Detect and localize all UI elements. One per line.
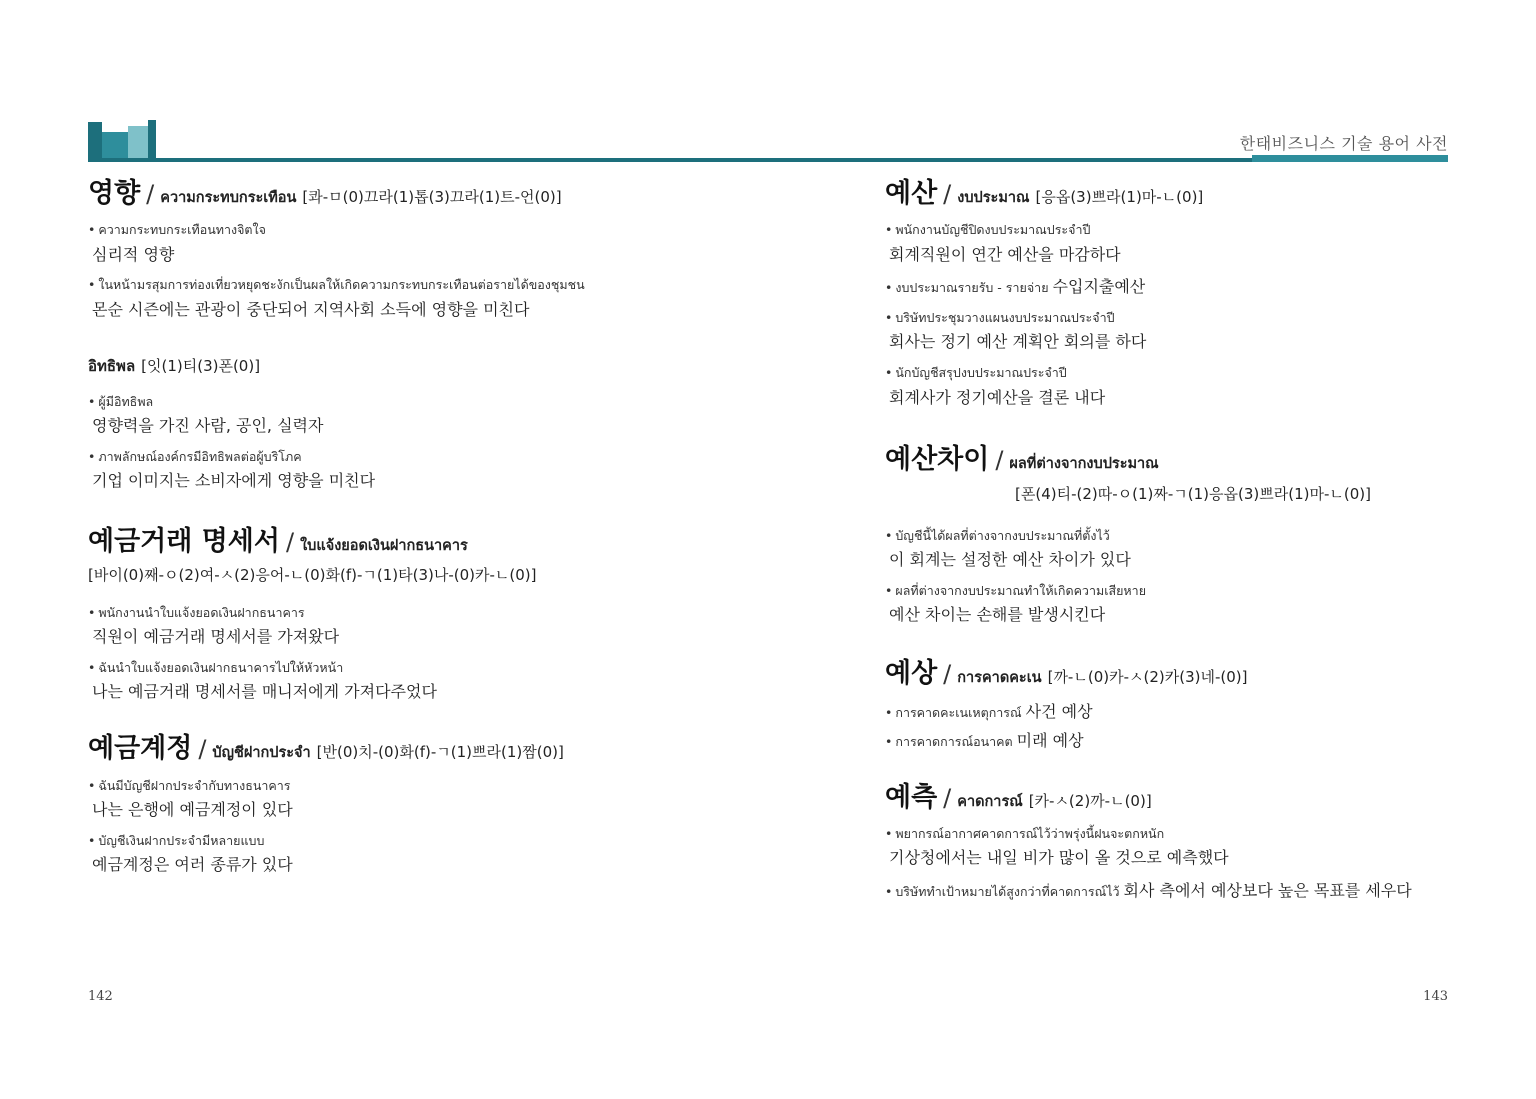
example-korean: 사건 예상	[1025, 702, 1093, 722]
right-column	[885, 178, 1455, 902]
sub-headword: อิทธิพล	[88, 357, 136, 376]
example: • ภาพลักษณ์องค์กรมีอิทธิพลต่อผู้บริโภค 기업 이미지는 소비자에게 영향을 미친다	[88, 449, 768, 492]
headword: 예금거래 명세서	[88, 525, 280, 557]
example-korean: 나는 예금거래 명세서를 매니저에게 가져다주었다	[92, 682, 437, 702]
entry-yecheuk: 예측 / คาดการณ์ [카-ㅅ(2)까-ㄴ(0)] • พยากรณ์อากาศคาดการณ์ไว้ว่าพรุ่งนี้ฝนจะตกหนัก 기상청에서는 내일 비가 많이 올 것으로 예측했다 • บริษัททำเป้าหมายได้สูงกว่าที่คาดการณ์ไว้ 회사 측에서 예상보다 높은 목표를 세우다	[885, 782, 1455, 902]
pronunciation: [잇(1)티(3)폰(0)]	[141, 357, 261, 376]
example-thai: การคาดคะเนเหตุการณ์	[895, 705, 1022, 721]
headword: 영향	[88, 178, 141, 209]
example-thai: บริษัทประชุมวางแผนงบประมาณประจำปี	[895, 310, 1115, 326]
pronunciation: [폰(4)티-(2)따-ㅇ(1)짜-ㄱ(1)응옵(3)쁘라(1)마-ㄴ(0)]	[1015, 484, 1371, 503]
example-korean: 회사는 정기 예산 계획안 회의를 하다	[889, 332, 1147, 352]
example-korean: 수입지출예산	[1052, 277, 1146, 297]
thai-term: ผลที่ต่างจากงบประมาณ	[1009, 456, 1159, 473]
thai-term: บัญชีฝากประจำ	[212, 745, 311, 762]
pronunciation: [바이(0)째-ㅇ(2)여-ㅅ(2)응어-ㄴ(0)화(f)-ㄱ(1)타(3)나-(0)카-ㄴ(0)]	[88, 566, 537, 585]
example-korean: 회계사가 정기예산을 결론 내다	[889, 387, 1106, 407]
example-thai: ผู้มีอิทธิพล	[98, 393, 154, 409]
thai-term: ใบแจ้งยอดเงินฝากธนาคาร	[300, 537, 468, 554]
page-number-left: 142	[88, 989, 113, 1004]
example-korean: 회사 측에서 예상보다 높은 목표를 세우다	[1123, 881, 1412, 901]
example: • บัญชีนี้ได้ผลที่ต่างจากงบประมาณที่ตั้งไว้ 이 회계는 설정한 예산 차이가 있다	[885, 528, 1455, 571]
thai-term: ความกระทบกระเทือน	[160, 190, 297, 206]
entry-yesang: 예상 / การคาดคะเน [까-ㄴ(0)카-ㅅ(2)카(3)네-(0)] • การคาดคะเนเหตุการณ์ 사건 예상 • การคาดการณ์อนาคต 미래 예상	[885, 658, 1455, 752]
pronunciation: [카-ㅅ(2)까-ㄴ(0)]	[1028, 791, 1152, 810]
pronunciation: [까-ㄴ(0)카-ㅅ(2)카(3)네-(0)]	[1047, 667, 1248, 686]
example-korean: 예산 차이는 손해를 발생시킨다	[889, 605, 1106, 625]
example: • พยากรณ์อากาศคาดการณ์ไว้ว่าพรุ่งนี้ฝนจะตกหนัก 기상청에서는 내일 비가 많이 올 것으로 예측했다	[885, 826, 1455, 869]
example-korean: 기상청에서는 내일 비가 많이 올 것으로 예측했다	[889, 848, 1229, 868]
example-thai: ภาพลักษณ์องค์กรมีอิทธิพลต่อผู้บริโภค	[98, 448, 302, 464]
example-thai: ฉันมีบัญชีฝากประจำกับทางธนาคาร	[98, 777, 291, 793]
example: • นักบัญชีสรุปงบประมาณประจำปี 회계사가 정기예산을 결론 내다	[885, 365, 1455, 408]
entry-yesan: 예산 / งบประมาณ [응옵(3)쁘라(1)마-ㄴ(0)] • พนักงานบัญชีปิดงบประมาณประจำปี 회계직원이 연간 예산을 마감하다 • งบประมาณรายรับ - รายจ่าย 수입지출예산 • บริษัทประชุมวางแผนงบประมาณประจำปี 회사는 정기 예산 계획안 회의를 하다 • นักบัญชีสรุปงบประมาณประจำปี 회계사가 정기예산을 결론 내다	[885, 178, 1455, 408]
example-thai: นักบัญชีสรุปงบประมาณประจำปี	[895, 365, 1067, 381]
entry-yegeum-georae: 예금거래 명세서 / ใบแจ้งยอดเงินฝากธนาคาร [바이(0)째-ㅇ(2)여-ㅅ(2)응어-ㄴ(0)화(f)-ㄱ(1)타(3)나-(0)카-ㄴ(0)] • พนักงานนำใบแจ้งยอดเงินฝากธนาคาร 직원이 예금거래 명세서를 가져왔다 • ฉันนำใบแจ้งยอดเงินฝากธนาคารไปให้หัวหน้า 나는 예금거래 명세서를 매니저에게 가져다주었다	[88, 526, 768, 703]
example: • การคาดคะเนเหตุการณ์ 사건 예상	[885, 702, 1093, 722]
example-thai: บัญชีนี้ได้ผลที่ต่างจากงบประมาณที่ตั้งไว้	[895, 527, 1110, 543]
example-korean: 이 회계는 설정한 예산 차이가 있다	[889, 549, 1131, 569]
example-korean: 직원이 예금거래 명세서를 가져왔다	[92, 627, 340, 647]
example-thai: พนักงานบัญชีปิดงบประมาณประจำปี	[895, 222, 1091, 238]
headword: 예측	[885, 781, 938, 813]
example-thai: พยากรณ์อากาศคาดการณ์ไว้ว่าพรุ่งนี้ฝนจะตกหนัก	[895, 826, 1165, 842]
example-thai: พนักงานนำใบแจ้งยอดเงินฝากธนาคาร	[98, 605, 305, 621]
pronunciation: [반(0)치-(0)화(f)-ㄱ(1)쁘라(1)짬(0)]	[316, 743, 564, 762]
running-header: 한태비즈니스 기술 용어 사전	[1239, 134, 1448, 153]
thai-term: คาดการณ์	[957, 793, 1023, 810]
example: • บริษัทประชุมวางแผนงบประมาณประจำปี 회사는 정기 예산 계획안 회의를 하다	[885, 310, 1455, 353]
example: • ความกระทบกระเทือนทางจิตใจ 심리적 영향	[88, 222, 768, 265]
example: • ฉันมีบัญชีฝากประจำกับทางธนาคาร 나는 은행에 예금계정이 있다	[88, 778, 768, 821]
thai-term: งบประมาณ	[957, 190, 1030, 206]
example-thai: ความกระทบกระเทือนทางจิตใจ	[98, 222, 266, 238]
headword: 예산	[885, 178, 938, 209]
entry-itthiphon	[88, 356, 768, 491]
example-thai: ผลที่ต่างจากงบประมาณทำให้เกิดความเสียหาย	[895, 582, 1147, 598]
example: • บัญชีเงินฝากประจำมีหลายแบบ 예금계정은 여러 종류가 있다	[88, 833, 768, 876]
example-korean: 몬순 시즌에는 관광이 중단되어 지역사회 소득에 영향을 미친다	[92, 299, 530, 319]
pronunciation: [콰-ㅁ(0)끄라(1)톱(3)끄라(1)트-언(0)]	[302, 188, 562, 206]
example: • ในหน้ามรสุมการท่องเที่ยวหยุดชะงักเป็นผลให้เกิดความกระทบกระเทือนต่อรายได้ของชุมชน 몬순 시즌에는 관광이 중단되어 지역사회 소득에 영향을 미친다	[88, 277, 768, 320]
example: • บริษัททำเป้าหมายได้สูงกว่าที่คาดการณ์ไว้ 회사 측에서 예상보다 높은 목표를 세우다	[885, 881, 1412, 901]
example-korean: 나는 은행에 예금계정이 있다	[92, 799, 293, 819]
example: • งบประมาณรายรับ - รายจ่าย 수입지출예산	[885, 277, 1146, 297]
headword: 예금계정	[88, 733, 193, 765]
page-number-right: 143	[1423, 989, 1448, 1004]
example-korean: 영향력을 가진 사람, 공인, 실력자	[92, 415, 324, 435]
example-thai: ฉันนำใบแจ้งยอดเงินฝากธนาคารไปให้หัวหน้า	[98, 660, 344, 676]
example: • การคาดการณ์อนาคต 미래 예상	[885, 731, 1084, 750]
example-korean: 심리적 영향	[92, 244, 175, 264]
header-accent-bar	[1252, 155, 1448, 162]
example: • ผู้มีอิทธิพล 영향력을 가진 사람, 공인, 실력자	[88, 394, 768, 437]
header-decoration-icon	[88, 116, 160, 162]
example-thai: ในหน้ามรสุมการท่องเที่ยวหยุดชะงักเป็นผลให้เกิดความกระทบกระเทือนต่อรายได้ของชุมชน	[98, 277, 585, 293]
header-rule	[88, 158, 1448, 162]
headword: 예산차이	[885, 444, 990, 476]
example: • พนักงานบัญชีปิดงบประมาณประจำปี 회계직원이 연간 예산을 마감하다	[885, 222, 1455, 265]
example-korean: 회계직원이 연간 예산을 마감하다	[889, 244, 1121, 264]
pronunciation: [응옵(3)쁘라(1)마-ㄴ(0)]	[1035, 188, 1204, 206]
left-column	[88, 178, 768, 876]
entry-yeonghyang: 영향 / ความกระทบกระเทือน [콰-ㅁ(0)끄라(1)톱(3)끄라(1)트-언(0)] • ความกระทบกระเทือนทางจิตใจ 심리적 영향 • ในหน้ามรสุมการท่องเที่ยวหยุดชะงักเป็นผลให้เกิดความกระทบกระเทือนต่อรายได้ของชุมชน 몬순 시즌에는 관광이 중단되어 지역사회 소득에 영향을 미친다	[88, 178, 768, 320]
example-thai: บริษัททำเป้าหมายได้สูงกว่าที่คาดการณ์ไว้	[895, 884, 1120, 900]
example-korean: 예금계정은 여러 종류가 있다	[92, 854, 293, 874]
entry-yesan-chai: 예산차이 / ผลที่ต่างจากงบประมาณ [폰(4)티-(2)따-ㅇ(1)짜-ㄱ(1)응옵(3)쁘라(1)마-ㄴ(0)] • บัญชีนี้ได้ผลที่ต่างจากงบประมาณที่ตั้งไว้ 이 회계는 설정한 예산 차이가 있다 • ผลที่ต่างจากงบประมาณทำให้เกิดความเสียหาย 예산 차이는 손해를 발생시킨다	[885, 444, 1455, 625]
example-korean: 기업 이미지는 소비자에게 영향을 미친다	[92, 470, 376, 490]
example: • ผลที่ต่างจากงบประมาณทำให้เกิดความเสียหาย 예산 차이는 손해를 발생시킨다	[885, 583, 1455, 626]
entry-yegeum-gyejeong: 예금계정 / บัญชีฝากประจำ [반(0)치-(0)화(f)-ㄱ(1)쁘라(1)짬(0)] • ฉันมีบัญชีฝากประจำกับทางธนาคาร 나는 은행에 예금계정이 있다 • บัญชีเงินฝากประจำมีหลายแบบ 예금계정은 여러 종류가 있다	[88, 733, 768, 875]
example-thai: บัญชีเงินฝากประจำมีหลายแบบ	[98, 832, 265, 848]
headword: 예상	[885, 657, 938, 689]
example-thai: งบประมาณรายรับ - รายจ่าย	[895, 280, 1049, 296]
example: • ฉันนำใบแจ้งยอดเงินฝากธนาคารไปให้หัวหน้า 나는 예금거래 명세서를 매니저에게 가져다주었다	[88, 660, 768, 703]
example-korean: 미래 예상	[1016, 731, 1084, 750]
example-thai: การคาดการณ์อนาคต	[895, 734, 1013, 749]
example: • พนักงานนำใบแจ้งยอดเงินฝากธนาคาร 직원이 예금거래 명세서를 가져왔다	[88, 605, 768, 648]
thai-term: การคาดคะเน	[957, 669, 1042, 686]
